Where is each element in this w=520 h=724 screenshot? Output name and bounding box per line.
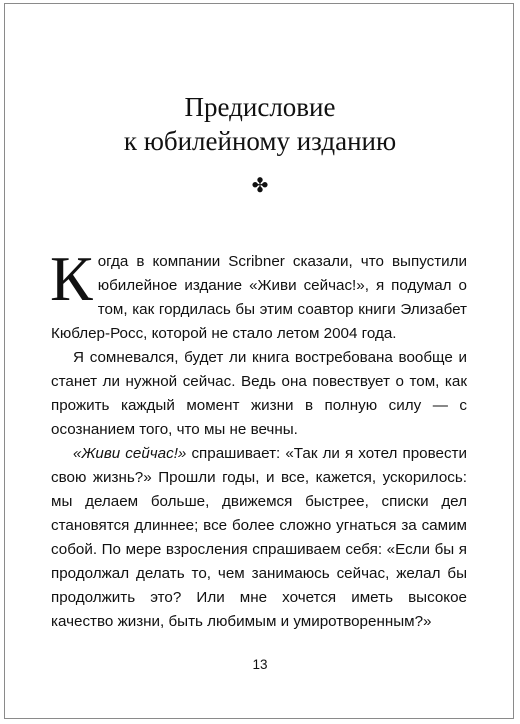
paragraph-1 (50, 243, 467, 346)
drop-cap: К (50, 243, 93, 314)
chapter-title-line-1: Предисловие (184, 92, 336, 122)
paragraph-2 (51, 346, 467, 442)
paragraph-3-text: спрашивает: «Так ли я хотел провести свою жизнь?» Прошли годы, и все, кажется, ускорилось: мы делаем больше, движемся быстрее, списки дел становятся длиннее; все более сложно угнаться за самим собой. По мере взросления спрашиваем себя: «Если бы я продолжал делать то, чем занимаюсь сейчас, желал бы продолжить это? Или мне хочется иметь высокое качество жизни, быть любимым и умиротворенным?» (51, 445, 467, 630)
book-title-italic: «Живи сейчас!» (73, 445, 187, 462)
paragraph-1-text: огда в компании Scribner сказали, что выпустили юбилейное издание «Живи сейчас!», я подумал о том, как гордилась бы этим соавтор книги Элизабет Кюблер-Росс, которой не стало летом 2004 года. (51, 253, 467, 342)
paragraph-2-text: Я сомневался, будет ли книга востребована вообще и станет ли нужной сейчас. Ведь она повествует о том, как прожить каждый момент жизни в полную силу — с осознанием того, что мы не вечны. (51, 349, 467, 438)
chapter-title-line-2: к юбилейному изданию (123, 126, 397, 156)
body-text (50, 243, 467, 634)
fleuron-ornament-icon: ✤ (251, 175, 269, 197)
paragraph-3 (51, 442, 467, 634)
page-number: 13 (252, 657, 268, 672)
